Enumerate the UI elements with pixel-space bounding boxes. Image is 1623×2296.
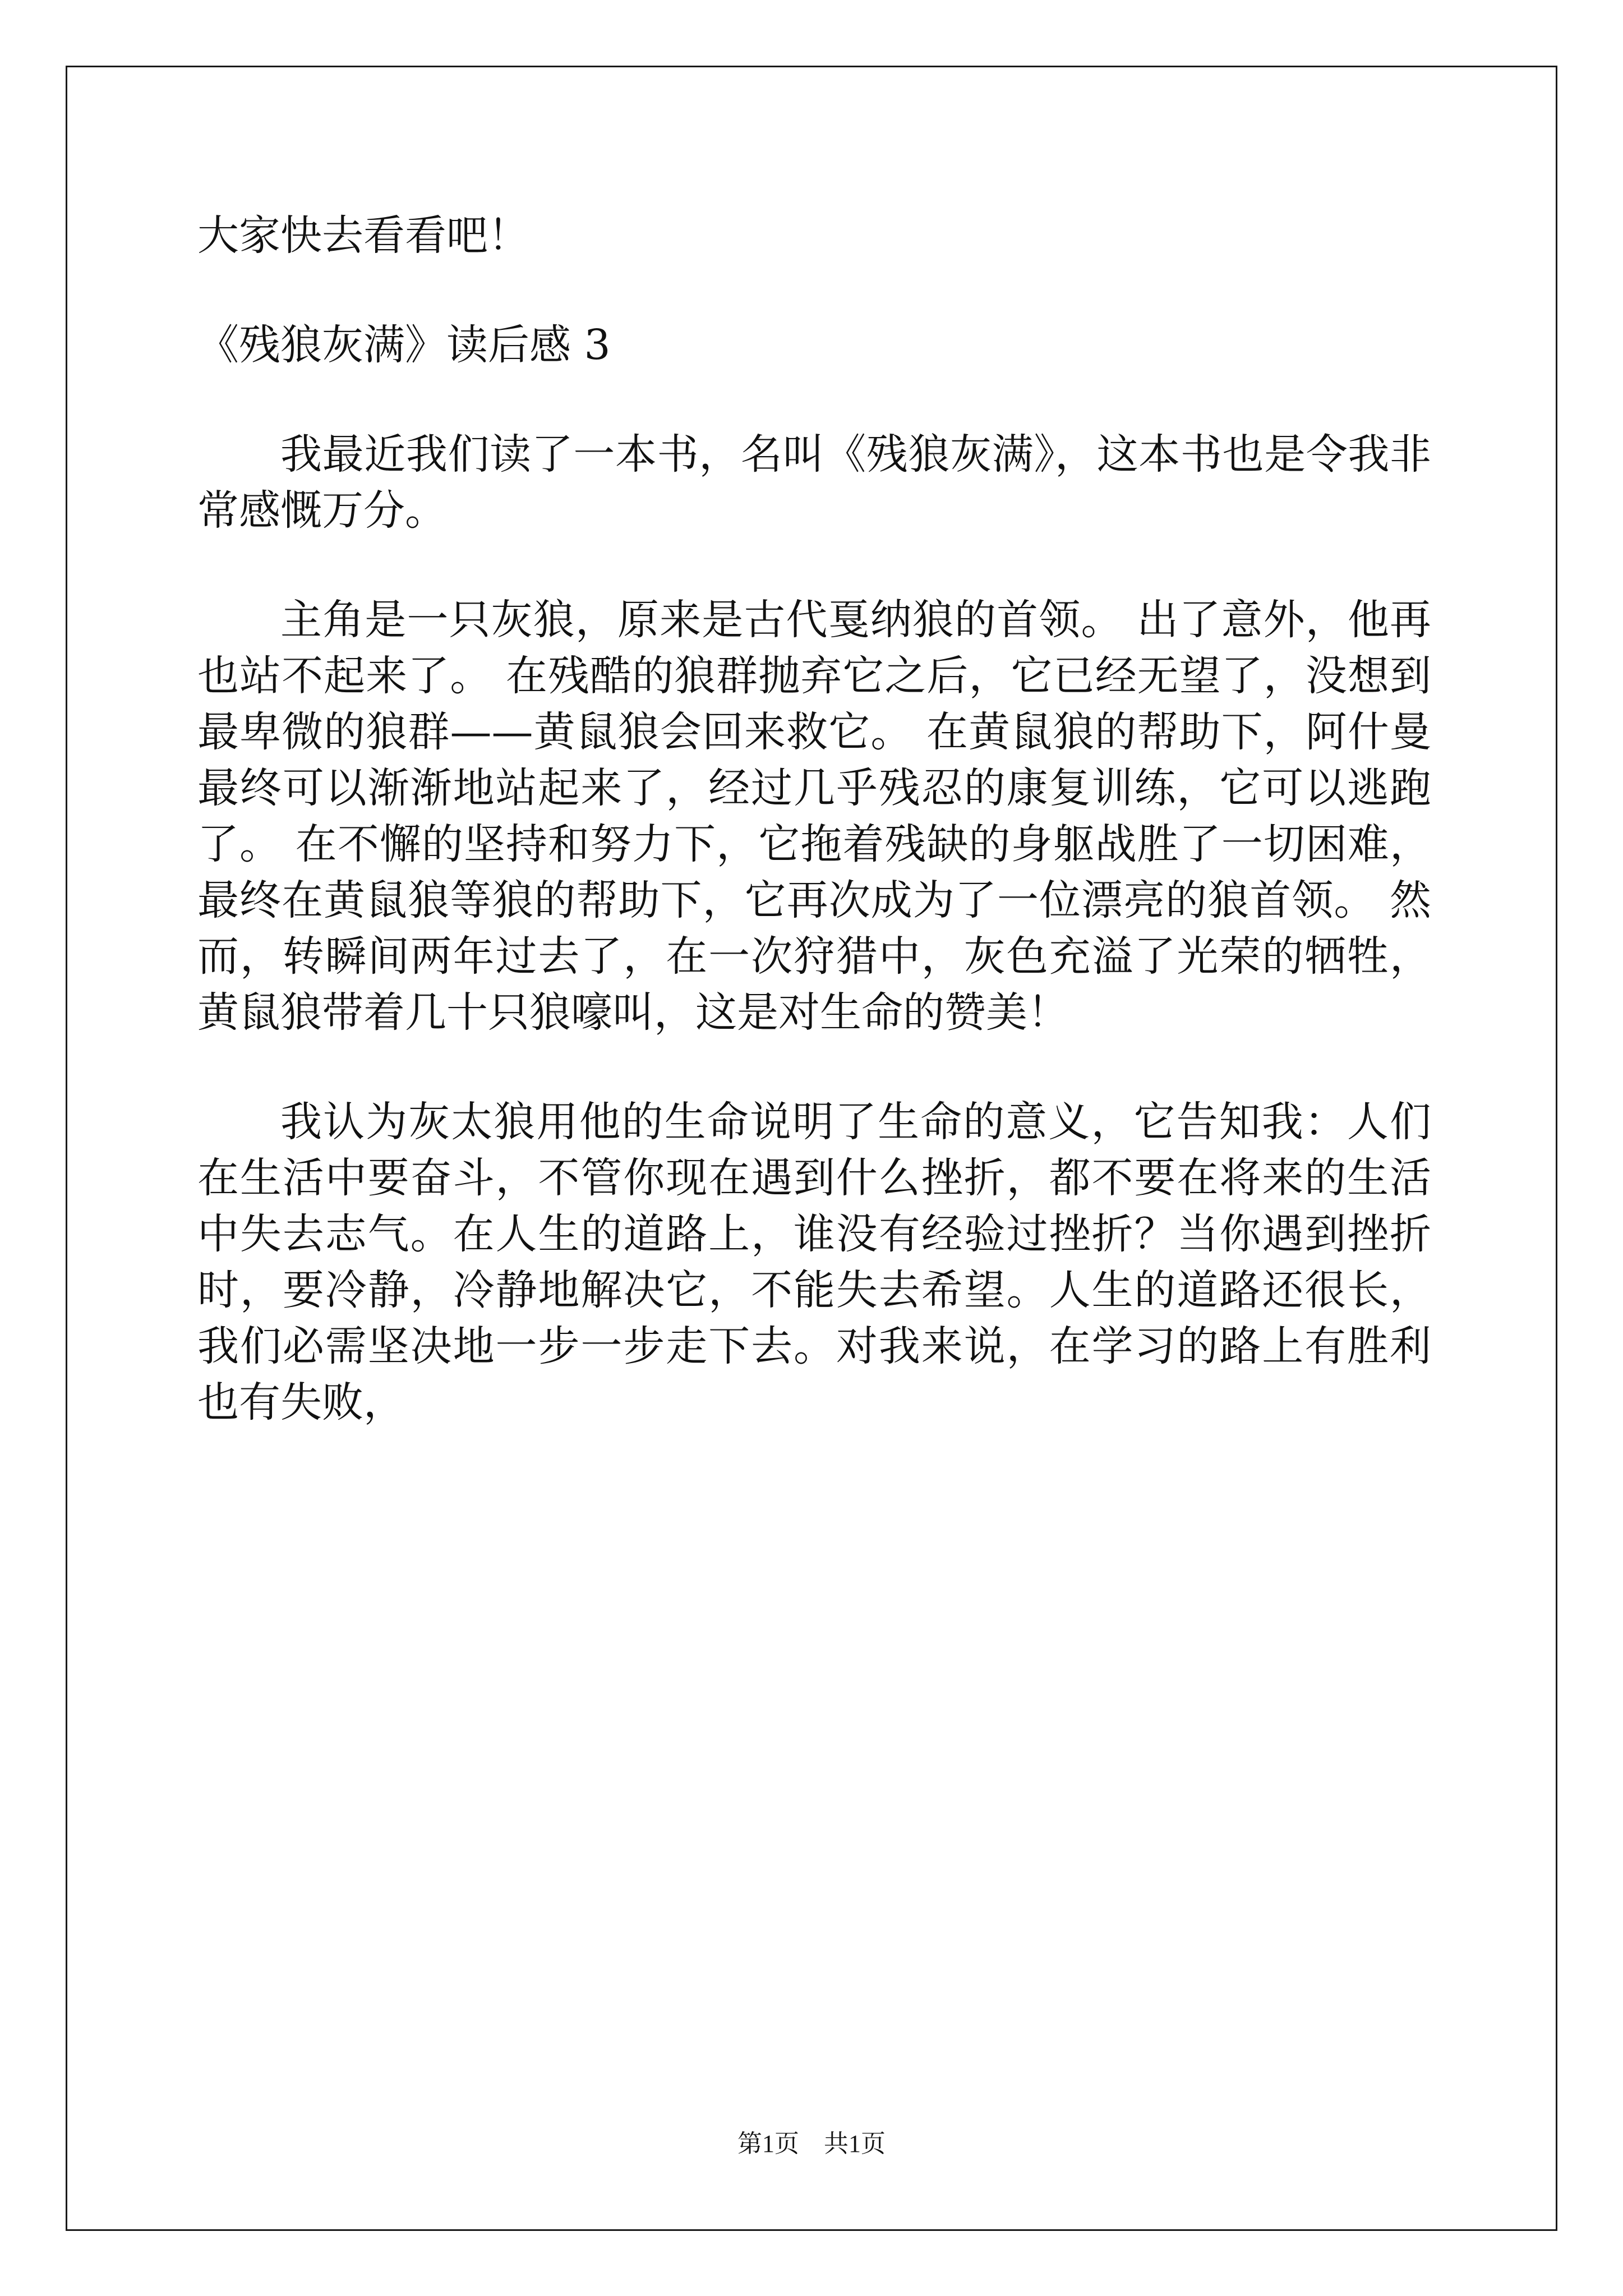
document-body (197, 208, 1431, 1430)
opening-line: 大家快去看看吧！ (197, 211, 529, 260)
paragraph-1: 我最近我们读了一本书，名叫《残狼灰满》，这本书也是令我非常感慨万分。 (197, 430, 1431, 535)
section-title: 《残狼灰满》读后感 3 (197, 321, 611, 369)
page-footer: 第1页 共1页 (737, 2130, 886, 2157)
paragraph-3: 我认为灰太狼用他的生命说明了生命的意义，它告知我：人们在生活中要奋斗，不管你现在遇到什么挫折，都不要在将来的生活中失去志气。在人生的道路上，谁没有经验过挫折？当你遇到挫折时，要冷静，冷静地解决它，不能失去希望。人生的道路还很长，我们必需坚决地一步一步走下去。对我来说，在学习的路上有胜利也有失败， (197, 1098, 1431, 1427)
paragraph-2: 主角是一只灰狼，原来是古代戛纳狼的首领。 出了意外，他再也站不起来了。 在残酷的狼群抛弃它之后，它已经无望了，没想到最卑微的狼群——黄鼠狼会回来救它。 在黄鼠狼的帮助下，阿什曼最终可以渐渐地站起来了，经过几乎残忍的康复训练，它可以逃跑了。 在不懈的坚持和努力下，它拖着残缺的身躯战胜了一切困难，最终在黄鼠狼等狼的帮助下，它再次成为了一位漂亮的狼首领。 然而，转瞬间两年过去了，在一次狩猎中，灰色充溢了光荣的牺牲，黄鼠狼带着几十只狼嚎叫，这是对生命的赞美！ (197, 596, 1431, 1037)
